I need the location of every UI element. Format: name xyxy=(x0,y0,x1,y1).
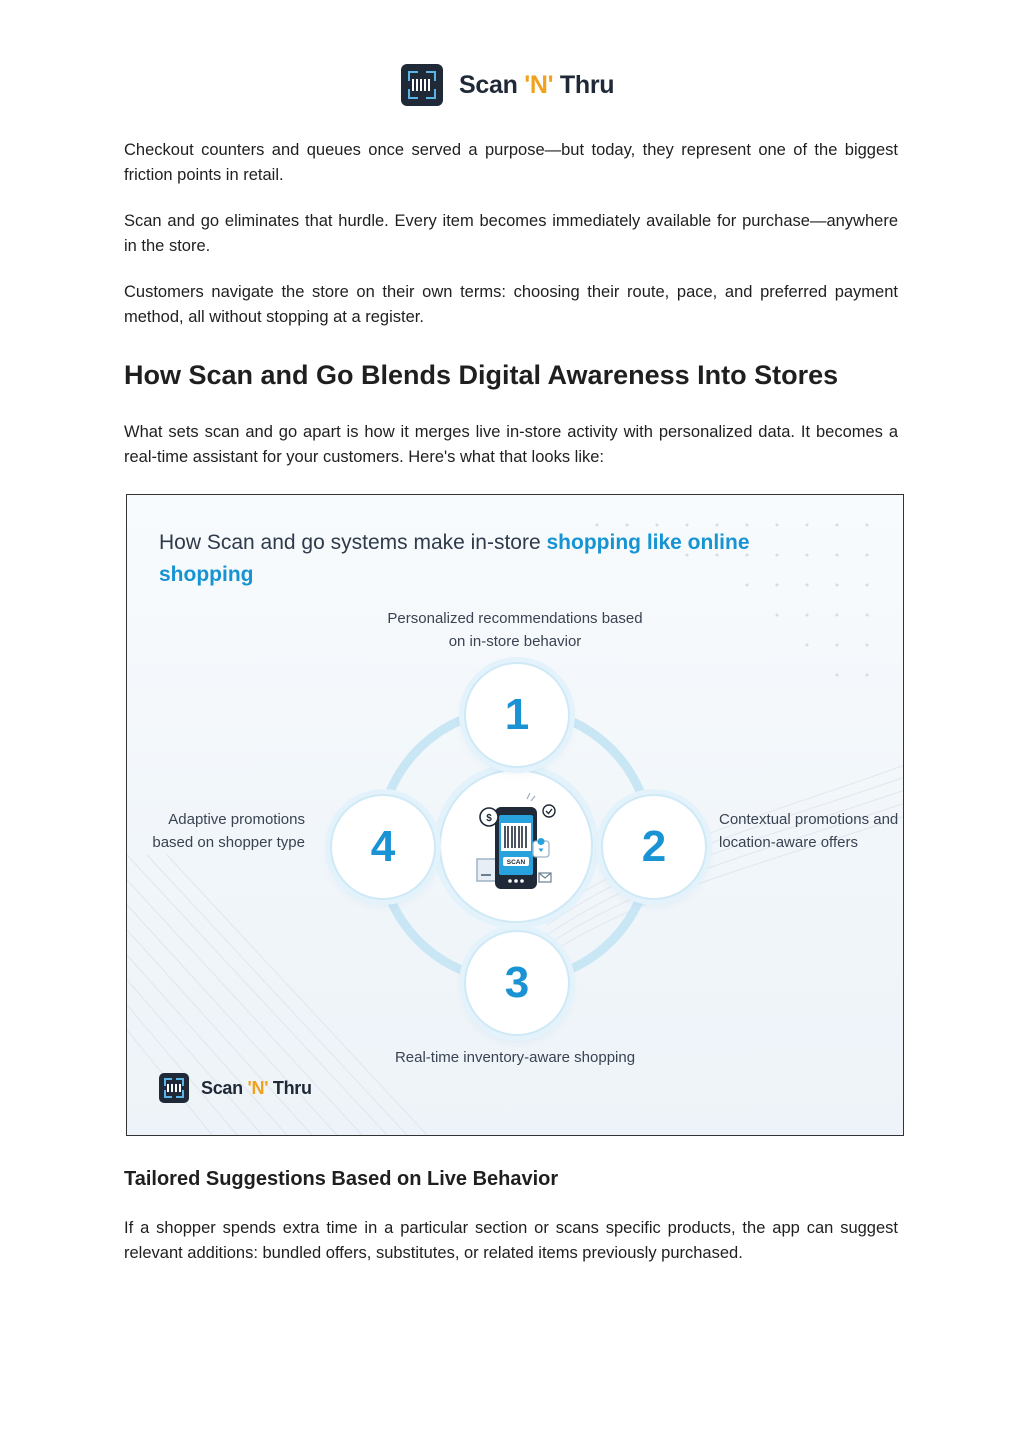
brand-name: Scan 'N' Thru xyxy=(201,1077,312,1098)
step-3-badge: 3 xyxy=(464,930,570,1036)
infographic-title: How Scan and go systems make in-store shopping like online shopping xyxy=(159,531,750,586)
subsection-paragraph: If a shopper spends extra time in a particular section or scans specific products, the app can suggest relevant additions: bundled offers, substitutes, or related items previously purchased. xyxy=(124,1219,898,1262)
center-hub xyxy=(439,769,593,923)
intro-paragraph: Checkout counters and queues once served a purpose—but today, they represent one of the biggest friction points in retail. xyxy=(124,141,898,184)
barcode-scan-icon xyxy=(401,64,443,106)
subsection-heading: Tailored Suggestions Based on Live Behavior xyxy=(124,1168,559,1190)
intro-paragraph: Customers navigate the store on their own terms: choosing their route, pace, and preferred payment method, all without stopping at a register. xyxy=(124,283,898,326)
step-2-badge: 2 xyxy=(601,794,707,900)
infographic xyxy=(126,494,904,1136)
brand-name: Scan 'N' Thru xyxy=(459,70,615,99)
step-1-label: Personalized recommendations based on in-store behavior xyxy=(387,610,643,650)
intro-paragraph: Scan and go eliminates that hurdle. Every item becomes immediately available for purchase—anywhere in the store. xyxy=(124,212,898,255)
infographic-logo xyxy=(159,1073,312,1103)
step-3-label: Real-time inventory-aware shopping xyxy=(394,1049,636,1066)
step-4-badge: 4 xyxy=(330,794,436,900)
barcode-scan-icon xyxy=(159,1073,189,1103)
section-heading: How Scan and Go Blends Digital Awareness Into Stores xyxy=(124,360,839,390)
header-logo xyxy=(401,64,614,106)
section-paragraph: What sets scan and go apart is how it merges live in-store activity with personalized data. It becomes a real-time assistant for your customers. Here's what that looks like: xyxy=(124,423,898,466)
phone-scan-icon xyxy=(441,771,591,921)
step-2-label: Contextual promotions and location-aware offers xyxy=(719,811,899,851)
step-1-badge: 1 xyxy=(464,662,570,768)
svg-text:$: $ xyxy=(486,813,492,824)
scan-badge: SCAN xyxy=(506,859,526,866)
step-4-label: Adaptive promotions based on shopper type xyxy=(152,811,305,851)
